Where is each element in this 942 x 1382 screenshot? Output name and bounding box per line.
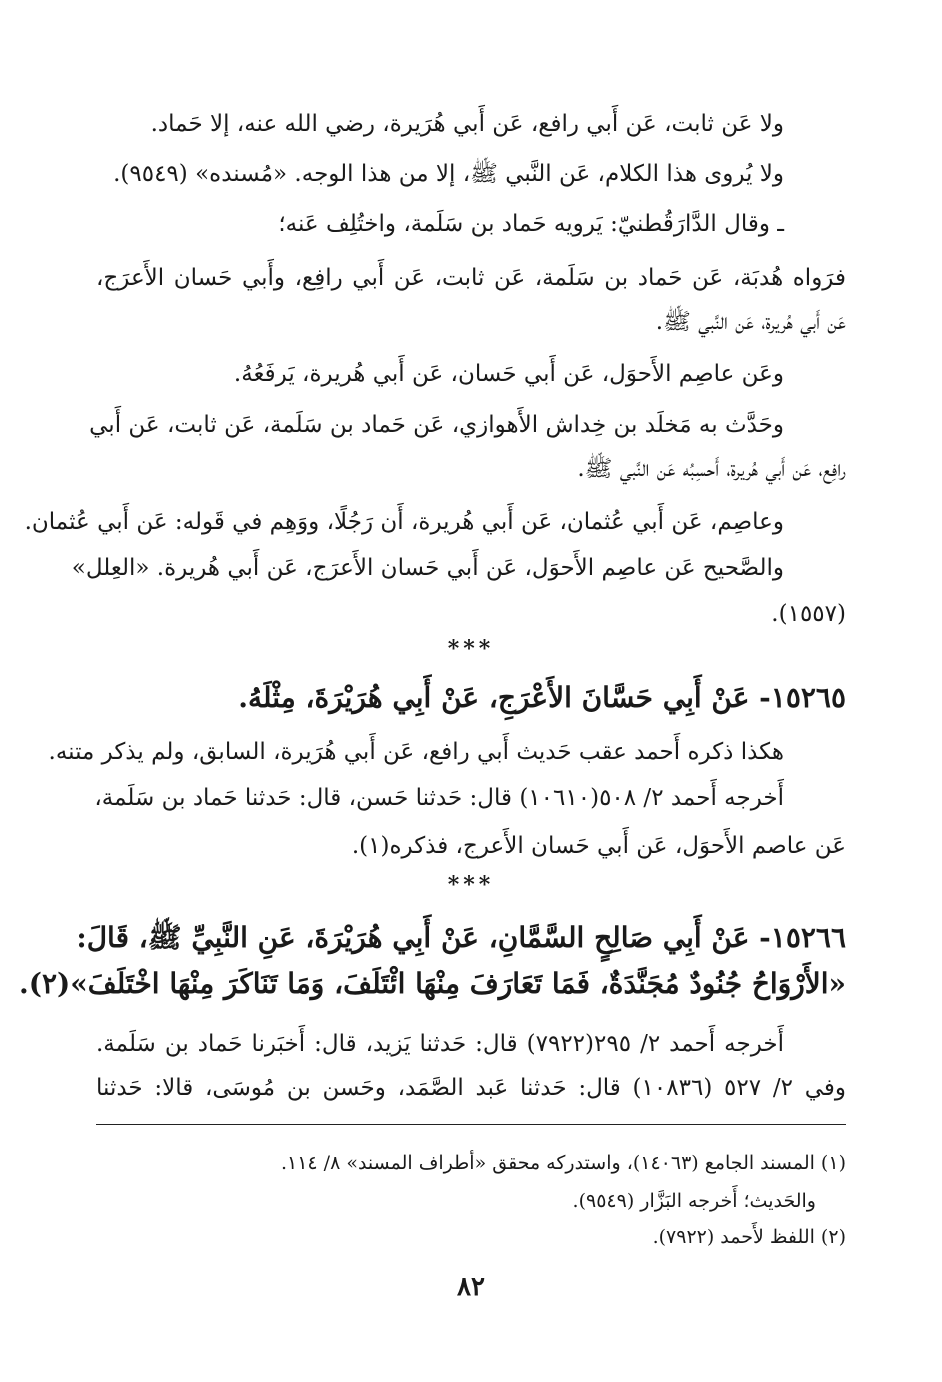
section-separator: *** <box>447 872 495 898</box>
body-line-10: والصَّحيح عَن عاصِم الأَحوَل، عَن أَبي حَسان الأَعرَج، عَن أَبي هُريرة. «العِلل» <box>71 555 784 581</box>
hadith-15265-line-1: هكذا ذكره أَحمد عقب حَديث أَبي رافع، عَن أَبي هُرَيرة، السابق، ولم يذكر متنه. <box>48 739 784 765</box>
body-line-6: وعَن عاصِم الأَحوَل، عَن أَبي حَسان، عَن أَبي هُريرة، يَرفَعُهُ. <box>233 361 784 387</box>
body-line-4: فرَواه هُدبَة، عَن حَماد بن سَلَمة، عَن ثابت، عَن أَبي رافِع، وأَبي حَسان الأَعرَج، <box>96 265 846 291</box>
hadith-15265-line-2: أَخرجه أَحمد ٢/ ٥٠٨(١٠٦١٠) قال: حَدثنا حَسن، قال: حَدثنا حَماد بن سَلَمة، <box>94 785 784 811</box>
hadith-15265-line-3: عَن عاصم الأَحوَل، عَن أَبي حَسان الأَعرج، فذكره(١). <box>351 833 846 859</box>
body-line-9: وعاصِم، عَن أَبي عُثمان، عَن أَبي هُريرة، أَن رَجُلًا، ووَهِم في قَوله: عَن أَبي عُثمان. <box>24 509 784 535</box>
body-line-1: ولا عَن ثابت، عَن أَبي رافع، عَن أَبي هُرَيرة، رضي الله عنه، إلا حَماد. <box>150 111 784 137</box>
footnote-1-continued: والحَديث؛ أَخرجه البَزَّار (٩٥٤٩). <box>572 1190 816 1212</box>
hadith-15266-line-1: أَخرجه أَحمد ٢/ ٢٩٥(٧٩٢٢) قال: حَدثنا يَزيد، قال: أَخبَرنا حَماد بن سَلَمة. <box>96 1031 784 1057</box>
body-line-7: وحَدَّث به مَخلَد بن خِداش الأَهوازي، عَن حَماد بن سَلَمة، عَن ثابت، عَن أَبي <box>89 412 784 438</box>
body-line-5: عَن أَبي هُريرة، عَن النَّبي ﷺ. <box>655 309 846 335</box>
footnote-1: (١) المسند الجامع (١٤٠٦٣)، واستدركه محقق «أطراف المسند» ٨/ ١١٤. <box>280 1152 846 1174</box>
hadith-15265-heading: ١٥٢٦٥- عَنْ أَبِي حَسَّانَ الأَعْرَجِ، عَنْ أَبِي هُرَيْرَةَ، مِثْلَهُ. <box>238 681 846 714</box>
section-separator: *** <box>447 636 495 662</box>
body-line-8: رافِع، عَن أَبي هُريرة، أَحسِبُه عَن النَّبي ﷺ. <box>577 456 846 482</box>
footnote-divider <box>96 1124 846 1125</box>
body-line-3: ـ وقال الدَّارَقُطنيّ: يَرويه حَماد بن سَلَمة، واختُلِف عَنه؛ <box>278 211 784 237</box>
hadith-15266-line-2: وفي ٢/ ٥٢٧ (١٠٨٣٦) قال: حَدثنا عَبد الصَّمَد، وحَسن بن مُوسَى، قالا: حَدثنا <box>96 1075 846 1101</box>
hadith-15266-text: «الأَرْوَاحُ جُنُودٌ مُجَنَّدَةٌ، فَمَا تَعَارَفَ مِنْهَا ائْتَلَفَ، وَمَا تَنَاكَرَ مِنْهَا اخْتَلَفَ»(٢). <box>19 967 846 1000</box>
body-line-11: (١٥٥٧). <box>771 601 846 627</box>
body-line-2: ولا يُروى هذا الكلام، عَن النَّبي ﷺ، إلا من هذا الوجه. «مُسنده» (٩٥٤٩). <box>113 161 784 187</box>
footnote-2: (٢) اللفظ لأَحمد (٧٩٢٢). <box>652 1226 846 1248</box>
hadith-15266-heading: ١٥٢٦٦- عَنْ أَبِي صَالِحٍ السَّمَّانِ، عَنْ أَبِي هُرَيْرَةَ، عَنِ النَّبِيِّ ﷺ، قَالَ: <box>76 921 846 954</box>
page-number: ٨٢ <box>457 1272 485 1302</box>
